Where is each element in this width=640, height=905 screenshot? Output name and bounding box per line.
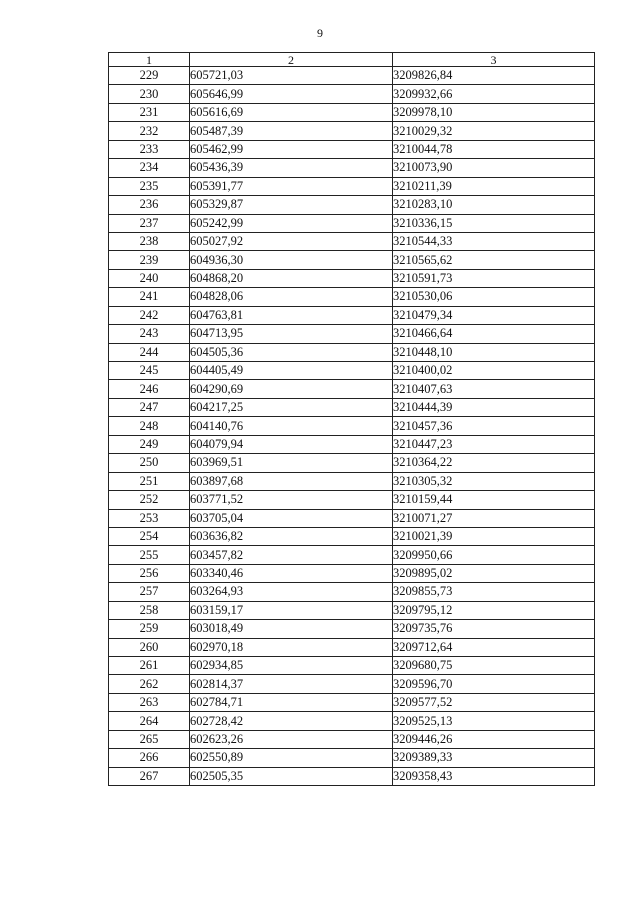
point-number-cell: 258 <box>109 601 190 619</box>
table-row <box>109 527 595 545</box>
point-number-cell: 242 <box>109 306 190 324</box>
point-number-cell: 245 <box>109 362 190 380</box>
x-coordinate-cell: 605646,99 <box>190 85 393 103</box>
x-coordinate-cell: 605462,99 <box>190 140 393 158</box>
point-number-cell: 232 <box>109 122 190 140</box>
table-row <box>109 620 595 638</box>
x-coordinate-cell: 605616,69 <box>190 103 393 121</box>
table-row <box>109 122 595 140</box>
point-number-cell: 246 <box>109 380 190 398</box>
point-number-cell: 250 <box>109 454 190 472</box>
point-number-cell: 256 <box>109 564 190 582</box>
table-row <box>109 103 595 121</box>
table-row <box>109 159 595 177</box>
y-coordinate-cell: 3209577,52 <box>393 693 595 711</box>
y-coordinate-cell: 3210565,62 <box>393 251 595 269</box>
y-coordinate-cell: 3209735,76 <box>393 620 595 638</box>
y-coordinate-cell: 3210447,23 <box>393 435 595 453</box>
x-coordinate-cell: 604217,25 <box>190 398 393 416</box>
x-coordinate-cell: 602505,35 <box>190 767 393 785</box>
x-coordinate-cell: 604290,69 <box>190 380 393 398</box>
point-number-cell: 253 <box>109 509 190 527</box>
table-row <box>109 214 595 232</box>
table-row <box>109 325 595 343</box>
y-coordinate-cell: 3210400,02 <box>393 362 595 380</box>
x-coordinate-cell: 604140,76 <box>190 417 393 435</box>
table-row <box>109 712 595 730</box>
table-row <box>109 140 595 158</box>
point-number-cell: 260 <box>109 638 190 656</box>
point-number-cell: 259 <box>109 620 190 638</box>
point-number-cell: 230 <box>109 85 190 103</box>
y-coordinate-cell: 3209932,66 <box>393 85 595 103</box>
x-coordinate-cell: 603159,17 <box>190 601 393 619</box>
x-coordinate-cell: 604713,95 <box>190 325 393 343</box>
point-number-cell: 247 <box>109 398 190 416</box>
y-coordinate-cell: 3210021,39 <box>393 527 595 545</box>
x-coordinate-cell: 603264,93 <box>190 583 393 601</box>
point-number-cell: 238 <box>109 232 190 250</box>
y-coordinate-cell: 3210364,22 <box>393 454 595 472</box>
page-number: 9 <box>317 26 323 40</box>
column-header-2: 2 <box>190 53 393 67</box>
y-coordinate-cell: 3210466,64 <box>393 325 595 343</box>
point-number-cell: 231 <box>109 103 190 121</box>
table-row <box>109 454 595 472</box>
y-coordinate-cell: 3210044,78 <box>393 140 595 158</box>
table-row <box>109 85 595 103</box>
x-coordinate-cell: 604405,49 <box>190 362 393 380</box>
table-header-row <box>109 53 595 67</box>
table-row <box>109 398 595 416</box>
table-row <box>109 546 595 564</box>
x-coordinate-cell: 603969,51 <box>190 454 393 472</box>
y-coordinate-cell: 3210457,36 <box>393 417 595 435</box>
table-row <box>109 675 595 693</box>
table-row <box>109 767 595 785</box>
table-row <box>109 749 595 767</box>
y-coordinate-cell: 3210479,34 <box>393 306 595 324</box>
point-number-cell: 237 <box>109 214 190 232</box>
y-coordinate-cell: 3209596,70 <box>393 675 595 693</box>
x-coordinate-cell: 602934,85 <box>190 657 393 675</box>
table-row <box>109 564 595 582</box>
column-header-3: 3 <box>393 53 595 67</box>
x-coordinate-cell: 604505,36 <box>190 343 393 361</box>
table-row <box>109 509 595 527</box>
x-coordinate-cell: 603018,49 <box>190 620 393 638</box>
x-coordinate-cell: 603340,46 <box>190 564 393 582</box>
point-number-cell: 262 <box>109 675 190 693</box>
y-coordinate-cell: 3210544,33 <box>393 232 595 250</box>
x-coordinate-cell: 603897,68 <box>190 472 393 490</box>
y-coordinate-cell: 3209389,33 <box>393 749 595 767</box>
point-number-cell: 252 <box>109 491 190 509</box>
x-coordinate-cell: 603636,82 <box>190 527 393 545</box>
x-coordinate-cell: 602814,37 <box>190 675 393 693</box>
x-coordinate-cell: 605329,87 <box>190 196 393 214</box>
point-number-cell: 233 <box>109 140 190 158</box>
y-coordinate-cell: 3210073,90 <box>393 159 595 177</box>
table-row <box>109 417 595 435</box>
y-coordinate-cell: 3210591,73 <box>393 269 595 287</box>
table-row <box>109 288 595 306</box>
table-row <box>109 196 595 214</box>
x-coordinate-cell: 603457,82 <box>190 546 393 564</box>
point-number-cell: 235 <box>109 177 190 195</box>
x-coordinate-cell: 605721,03 <box>190 67 393 85</box>
point-number-cell: 267 <box>109 767 190 785</box>
y-coordinate-cell: 3210530,06 <box>393 288 595 306</box>
table-row <box>109 601 595 619</box>
y-coordinate-cell: 3210448,10 <box>393 343 595 361</box>
table-body <box>109 67 595 786</box>
y-coordinate-cell: 3209795,12 <box>393 601 595 619</box>
coordinates-table <box>108 52 595 786</box>
point-number-cell: 264 <box>109 712 190 730</box>
x-coordinate-cell: 604868,20 <box>190 269 393 287</box>
point-number-cell: 254 <box>109 527 190 545</box>
x-coordinate-cell: 602784,71 <box>190 693 393 711</box>
y-coordinate-cell: 3209712,64 <box>393 638 595 656</box>
x-coordinate-cell: 604079,94 <box>190 435 393 453</box>
point-number-cell: 257 <box>109 583 190 601</box>
x-coordinate-cell: 605242,99 <box>190 214 393 232</box>
point-number-cell: 241 <box>109 288 190 306</box>
y-coordinate-cell: 3210283,10 <box>393 196 595 214</box>
table-row <box>109 251 595 269</box>
y-coordinate-cell: 3210211,39 <box>393 177 595 195</box>
point-number-cell: 229 <box>109 67 190 85</box>
point-number-cell: 263 <box>109 693 190 711</box>
point-number-cell: 248 <box>109 417 190 435</box>
y-coordinate-cell: 3209950,66 <box>393 546 595 564</box>
x-coordinate-cell: 605436,39 <box>190 159 393 177</box>
table-row <box>109 472 595 490</box>
x-coordinate-cell: 602623,26 <box>190 730 393 748</box>
y-coordinate-cell: 3210029,32 <box>393 122 595 140</box>
x-coordinate-cell: 604936,30 <box>190 251 393 269</box>
y-coordinate-cell: 3210336,15 <box>393 214 595 232</box>
point-number-cell: 236 <box>109 196 190 214</box>
y-coordinate-cell: 3209446,26 <box>393 730 595 748</box>
y-coordinate-cell: 3209826,84 <box>393 67 595 85</box>
table-row <box>109 306 595 324</box>
y-coordinate-cell: 3209358,43 <box>393 767 595 785</box>
point-number-cell: 244 <box>109 343 190 361</box>
x-coordinate-cell: 603705,04 <box>190 509 393 527</box>
y-coordinate-cell: 3209680,75 <box>393 657 595 675</box>
table-row <box>109 435 595 453</box>
y-coordinate-cell: 3209978,10 <box>393 103 595 121</box>
table-row <box>109 583 595 601</box>
x-coordinate-cell: 602728,42 <box>190 712 393 730</box>
x-coordinate-cell: 604763,81 <box>190 306 393 324</box>
point-number-cell: 249 <box>109 435 190 453</box>
x-coordinate-cell: 605391,77 <box>190 177 393 195</box>
column-header-1: 1 <box>109 53 190 67</box>
point-number-cell: 255 <box>109 546 190 564</box>
table-row <box>109 657 595 675</box>
y-coordinate-cell: 3209855,73 <box>393 583 595 601</box>
x-coordinate-cell: 605487,39 <box>190 122 393 140</box>
point-number-cell: 265 <box>109 730 190 748</box>
point-number-cell: 239 <box>109 251 190 269</box>
y-coordinate-cell: 3210407,63 <box>393 380 595 398</box>
table-row <box>109 380 595 398</box>
y-coordinate-cell: 3210444,39 <box>393 398 595 416</box>
point-number-cell: 251 <box>109 472 190 490</box>
y-coordinate-cell: 3210305,32 <box>393 472 595 490</box>
table-row <box>109 491 595 509</box>
table-row <box>109 693 595 711</box>
point-number-cell: 266 <box>109 749 190 767</box>
point-number-cell: 234 <box>109 159 190 177</box>
table-row <box>109 362 595 380</box>
y-coordinate-cell: 3210159,44 <box>393 491 595 509</box>
x-coordinate-cell: 604828,06 <box>190 288 393 306</box>
table-row <box>109 343 595 361</box>
table-row <box>109 638 595 656</box>
x-coordinate-cell: 605027,92 <box>190 232 393 250</box>
point-number-cell: 261 <box>109 657 190 675</box>
table-row <box>109 177 595 195</box>
table-row <box>109 232 595 250</box>
point-number-cell: 243 <box>109 325 190 343</box>
table-row <box>109 730 595 748</box>
x-coordinate-cell: 603771,52 <box>190 491 393 509</box>
point-number-cell: 240 <box>109 269 190 287</box>
x-coordinate-cell: 602550,89 <box>190 749 393 767</box>
table-row <box>109 269 595 287</box>
y-coordinate-cell: 3209525,13 <box>393 712 595 730</box>
table-row <box>109 67 595 85</box>
y-coordinate-cell: 3210071,27 <box>393 509 595 527</box>
y-coordinate-cell: 3209895,02 <box>393 564 595 582</box>
x-coordinate-cell: 602970,18 <box>190 638 393 656</box>
